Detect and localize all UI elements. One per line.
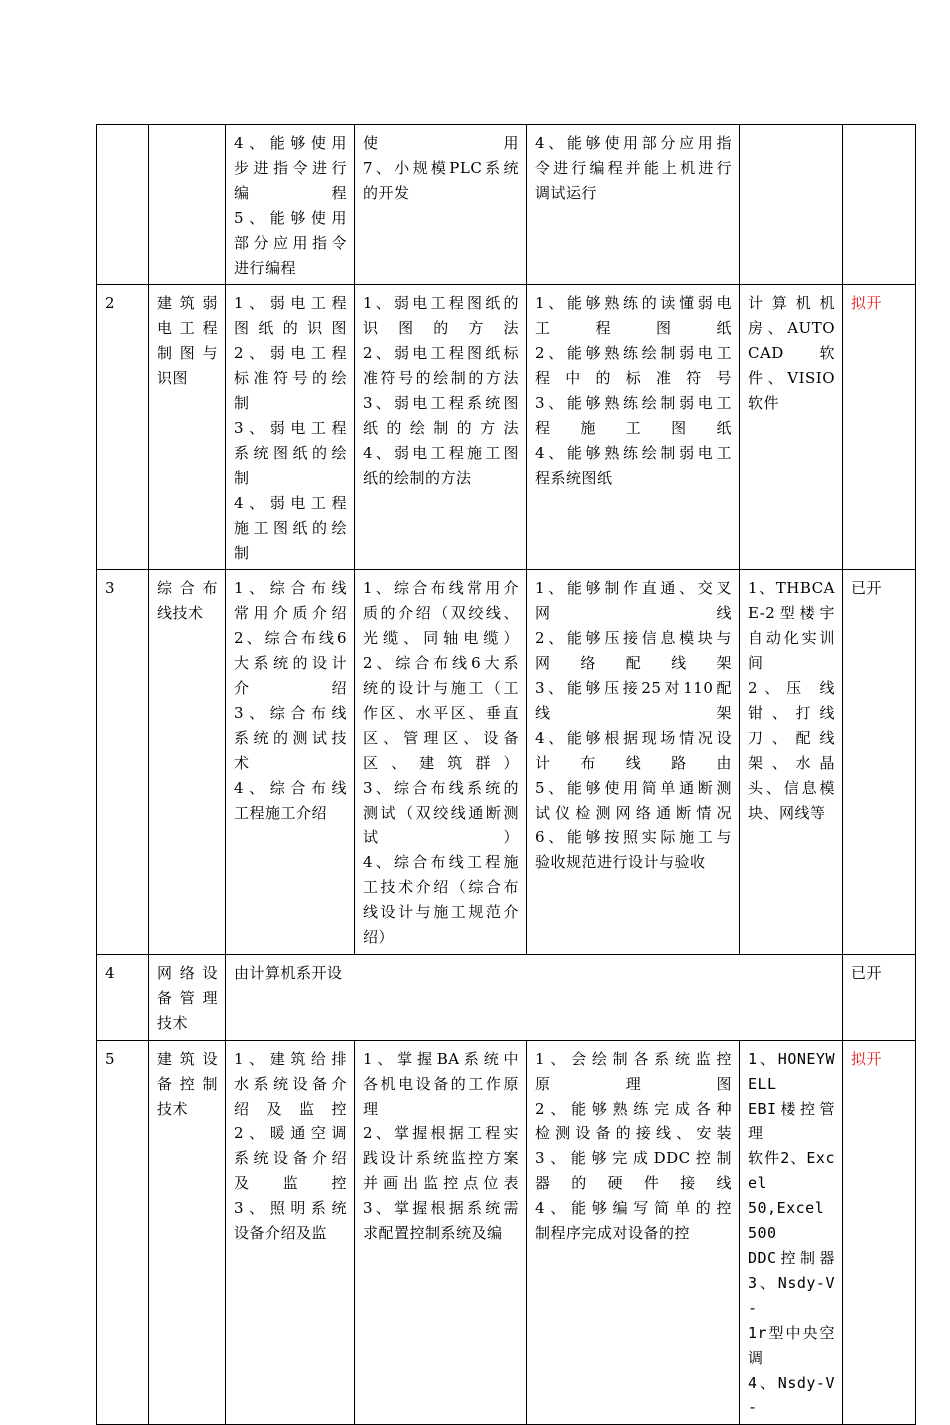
ability-requirement-line: 4、能够熟练绘制弱电工 [535, 443, 732, 462]
ability-requirement [527, 570, 740, 955]
equipment-line: 2、压 线 [748, 679, 835, 698]
course-content-line: 标准符号的绘 [234, 369, 347, 388]
ability-requirement-line: 2、能够压接信息模块与 [535, 629, 732, 648]
course-name-line: 制图与 [157, 344, 218, 363]
equipment-line: 房、AUTO [748, 319, 835, 338]
ability-requirement-line: 1、能够熟练的读懂弱电 [535, 294, 732, 313]
status-badge: 拟开 [843, 285, 916, 570]
teaching-content-line: 各机电设备的工作原 [363, 1074, 519, 1093]
teaching-content-line: 践设计系统监控方案 [363, 1149, 519, 1168]
equipment [740, 125, 843, 285]
teaching-content-line: 识图的方法 [363, 319, 519, 338]
ability-requirement-line: 3、能够完成DDC控制 [535, 1149, 732, 1168]
equipment-line: 刀、配线 [748, 728, 835, 747]
equipment [740, 570, 843, 955]
course-content [226, 285, 355, 570]
equipment-line: CAD 软 [748, 344, 835, 363]
teaching-content-line: 质的介绍（双绞线、 [363, 604, 519, 623]
table-row [97, 125, 916, 285]
course-content-line: 系统图纸的绘 [234, 443, 347, 462]
equipment-line: 软件 [748, 394, 780, 413]
teaching-content-line: 区、建筑群） [363, 753, 519, 772]
course-content-line: 5、能够使用 [234, 208, 347, 227]
ability-requirement-line: 程中的标准符号 [535, 369, 732, 388]
teaching-content-line: 线设计与施工规范介 [363, 903, 519, 922]
course-name-line: 建筑弱 [157, 294, 218, 313]
table-row [97, 1040, 916, 1425]
status-badge [843, 125, 916, 285]
teaching-content-line: 3、弱电工程系统图 [363, 394, 519, 413]
course-content-line: 1、建筑给排 [234, 1049, 347, 1068]
equipment-line: 1r型中央空调 [748, 1323, 835, 1367]
course-name [149, 285, 226, 570]
teaching-content-line: 绍） [363, 928, 395, 947]
teaching-content-line: 统的设计与施工（工 [363, 679, 519, 698]
teaching-content-line: 2、弱电工程图纸标 [363, 344, 519, 363]
course-content-line: 制 [234, 468, 250, 487]
teaching-content-line: 4、弱电工程施工图 [363, 443, 519, 462]
equipment-line: 块、网线等 [748, 803, 826, 822]
teaching-content-line: 理 [363, 1099, 379, 1118]
course-content-line: 4、能够使用 [234, 134, 347, 152]
ability-requirement-line: 检测设备的接线、安装 [535, 1124, 732, 1143]
teaching-content-line: 1、掌握BA系统中 [363, 1049, 519, 1068]
teaching-content-line: 试） [363, 828, 519, 847]
course-content-line: 系统的测试技 [234, 728, 347, 747]
equipment [740, 285, 843, 570]
course-content-line: 制 [234, 394, 250, 413]
ability-requirement-line: 网络配线架 [535, 654, 732, 673]
status-badge: 已开 [843, 955, 916, 1041]
ability-requirement-line: 6、能够按照实际施工与 [535, 828, 732, 847]
ability-requirement-line: 程施工图纸 [535, 418, 732, 437]
equipment-line: 计算机机 [748, 294, 835, 313]
ability-requirement-line: 2、能够熟练绘制弱电工 [535, 344, 732, 363]
course-name [149, 1040, 226, 1425]
course-content-line: 部分应用指令 [234, 233, 347, 252]
course-content-line: 3、弱电工程 [234, 418, 347, 437]
course-content [226, 125, 355, 285]
teaching-content-line: 1、弱电工程图纸的 [363, 294, 519, 313]
course-content-line: 步进指令进行 [234, 158, 347, 177]
ability-requirement-line: 制程序完成对设备的控 [535, 1224, 691, 1243]
equipment-line: 自动化实训 [748, 629, 835, 648]
course-content-line: 4、弱电工程 [234, 493, 347, 512]
teaching-content-line: 3、掌握根据系统需 [363, 1199, 519, 1218]
course-content-line: 1、综合布线 [234, 579, 347, 598]
teaching-content-line: 作区、水平区、垂直 [363, 703, 519, 722]
ability-requirement [527, 125, 740, 285]
teaching-content-line: 并画出监控点位表 [363, 1174, 519, 1193]
course-name-line: 技术 [157, 1013, 189, 1032]
course-content-line: 制 [234, 543, 250, 562]
course-content-line: 水系统设备介 [234, 1074, 347, 1093]
course-content-line: 1、弱电工程 [234, 294, 347, 313]
course-name [149, 125, 226, 285]
course-content [226, 1040, 355, 1425]
equipment-line: 软件2、Excel [748, 1149, 835, 1193]
course-table [96, 124, 916, 1425]
teaching-content-line: 2、掌握根据工程实 [363, 1124, 519, 1143]
course-name-line: 备控制 [157, 1074, 218, 1093]
row-number: 2 [97, 285, 149, 570]
course-content-line: 2、综合布线6 [234, 629, 347, 648]
ability-requirement-line: 4、能够根据现场情况设 [535, 728, 732, 747]
equipment-line: 50,Excel 500 [748, 1199, 825, 1243]
teaching-content-line: 纸的绘制的方法 [363, 418, 519, 437]
equipment-line: DDC控制器 [748, 1248, 835, 1267]
equipment-line: 3、Nsdy-V- [748, 1273, 835, 1317]
ability-requirement-line: 调试运行 [535, 183, 598, 202]
equipment-line: 钳、打线 [748, 703, 835, 722]
course-name-line: 建筑设 [157, 1049, 218, 1068]
equipment [740, 1040, 843, 1425]
ability-requirement [527, 1040, 740, 1425]
course-name [149, 955, 226, 1041]
course-content-line: 绍及监控 [234, 1099, 347, 1118]
course-content-line: 图纸的识图 [234, 319, 347, 338]
ability-requirement-line: 1、会绘制各系统监控 [535, 1049, 732, 1068]
equipment-line: 1、HONEYWELL [748, 1049, 835, 1093]
teaching-content-line: 的开发 [363, 183, 410, 202]
ability-requirement-line: 线架 [535, 703, 732, 722]
course-name-line: 技术 [157, 1099, 189, 1118]
course-content-line: 2、暖通空调 [234, 1124, 347, 1143]
merged-note: 由计算机系开设 [226, 955, 843, 1041]
course-content-line: 大系统的设计 [234, 654, 347, 673]
ability-requirement-line: 4、能够编写简单的控 [535, 1199, 732, 1218]
course-content-line: 2、弱电工程 [234, 344, 347, 363]
equipment-line: EBI楼控管理 [748, 1099, 835, 1143]
course-table-body [97, 125, 916, 1425]
course-content-line: 设备介绍及监 [234, 1224, 328, 1243]
course-name-line: 线技术 [157, 604, 204, 623]
equipment-line: 架、水晶 [748, 753, 835, 772]
ability-requirement-line: 工程图纸 [535, 319, 732, 338]
equipment-line: 1、THBCA [748, 579, 835, 598]
equipment-line: 间 [748, 654, 764, 673]
teaching-content-line: 准符号的绘制的方法 [363, 369, 519, 388]
equipment-line: E-2型楼宇 [748, 604, 835, 623]
teaching-content-line: 4、综合布线工程施 [363, 853, 519, 872]
ability-requirement-line: 原理图 [535, 1074, 732, 1093]
ability-requirement-line: 5、能够使用简单通断测 [535, 778, 732, 797]
ability-requirement-line: 网线 [535, 604, 732, 623]
course-content-line: 3、照明系统 [234, 1199, 347, 1218]
course-name-line: 综合布 [157, 579, 218, 598]
course-content-line: 4、综合布线 [234, 778, 347, 797]
row-number [97, 125, 149, 285]
teaching-content [355, 125, 527, 285]
course-name-line: 识图 [157, 369, 189, 388]
course-name [149, 570, 226, 955]
row-number: 5 [97, 1040, 149, 1425]
ability-requirement-line: 器的硬件接线 [535, 1174, 732, 1193]
course-content-line: 及监控 [234, 1174, 347, 1193]
teaching-content-line: 光缆、同轴电缆） [363, 629, 519, 648]
ability-requirement-line: 4、能够使用部分应用指 [535, 134, 732, 152]
course-content-line: 进行编程 [234, 258, 297, 277]
course-content-line: 编程 [234, 183, 347, 202]
course-content-line: 工程施工介绍 [234, 803, 328, 822]
ability-requirement-line: 程系统图纸 [535, 468, 613, 487]
course-name-line: 网络设 [157, 964, 218, 982]
teaching-content [355, 570, 527, 955]
equipment-line: 4、Nsdy-V- [748, 1373, 835, 1417]
ability-requirement [527, 285, 740, 570]
course-name-line: 电工程 [157, 319, 218, 338]
course-name-line: 备管理 [157, 988, 218, 1007]
teaching-content-line: 纸的绘制的方法 [363, 468, 472, 487]
teaching-content-line: 7、小规模PLC系统 [363, 158, 519, 177]
ability-requirement-line: 3、能够压接25对110配 [535, 679, 732, 698]
teaching-content-line: 工技术介绍（综合布 [363, 878, 519, 897]
ability-requirement-line: 3、能够熟练绘制弱电工 [535, 394, 732, 413]
course-content [226, 570, 355, 955]
ability-requirement-line: 令进行编程并能上机进行 [535, 158, 732, 177]
status-badge: 已开 [843, 570, 916, 955]
ability-requirement-line: 验收规范进行设计与验收 [535, 853, 706, 872]
ability-requirement-line: 1、能够制作直通、交叉 [535, 579, 732, 598]
table-row [97, 570, 916, 955]
teaching-content-line: 1、综合布线常用介 [363, 579, 519, 598]
table-row [97, 285, 916, 570]
teaching-content [355, 1040, 527, 1425]
course-content-line: 系统设备介绍 [234, 1149, 347, 1168]
teaching-content-line: 2、综合布线6大系 [363, 654, 519, 673]
teaching-content-line: 区、管理区、设备 [363, 728, 519, 747]
ability-requirement-line: 2、能够熟练完成各种 [535, 1099, 732, 1118]
teaching-content-line: 求配置控制系统及编 [363, 1224, 503, 1243]
status-badge: 拟开 [843, 1040, 916, 1425]
equipment-line: 头、信息模 [748, 778, 835, 797]
course-content-line: 常用介质介绍 [234, 604, 347, 623]
ability-requirement-line: 试仪检测网络通断情况 [535, 803, 732, 822]
course-content-line: 介绍 [234, 679, 347, 698]
row-number: 4 [97, 955, 149, 1041]
course-content-line: 3、综合布线 [234, 703, 347, 722]
ability-requirement-line: 计布线路由 [535, 753, 732, 772]
equipment-line: 件、VISIO [748, 369, 835, 388]
table-row [97, 955, 916, 1041]
teaching-content-line: 测试（双绞线通断测 [363, 803, 519, 822]
teaching-content-line: 3、综合布线系统的 [363, 778, 519, 797]
teaching-content [355, 285, 527, 570]
course-content-line: 术 [234, 753, 250, 772]
teaching-content-line: 使用 [363, 134, 519, 152]
course-content-line: 施工图纸的绘 [234, 518, 347, 537]
row-number: 3 [97, 570, 149, 955]
